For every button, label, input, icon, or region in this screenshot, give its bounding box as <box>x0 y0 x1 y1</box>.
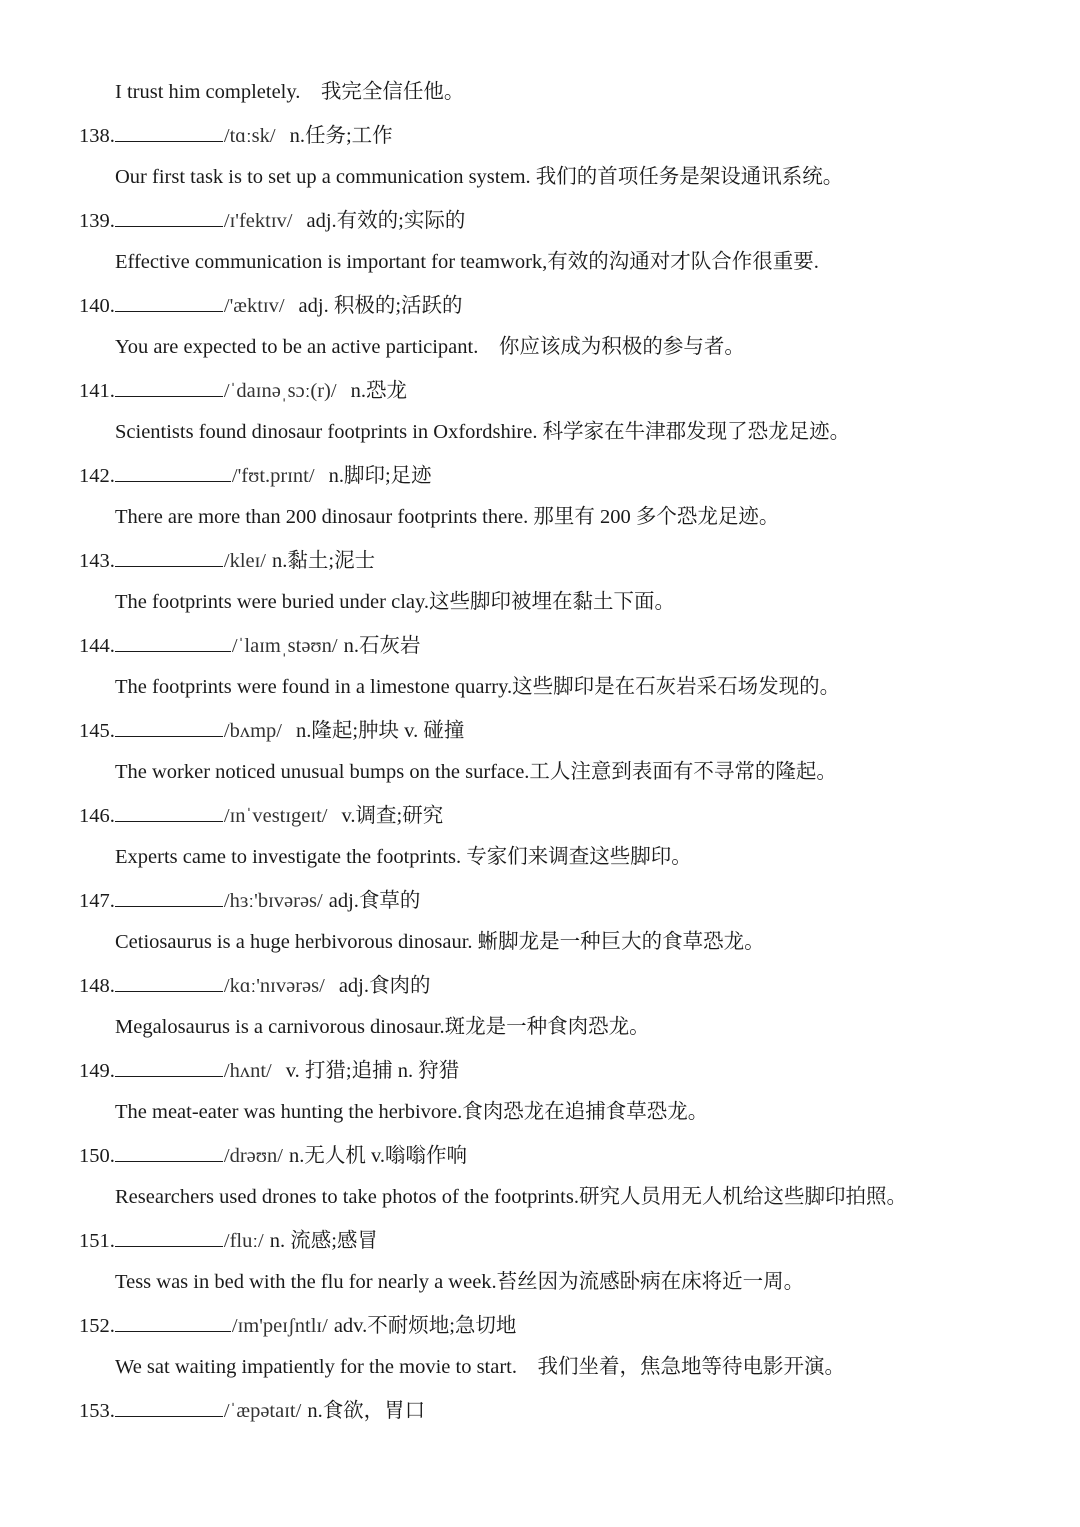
example-sentence: The worker noticed unusual bumps on the surface.工人注意到表面有不寻常的隆起。 <box>115 761 837 783</box>
entry-number: 141. <box>79 380 115 402</box>
example-sentence: There are more than 200 dinosaur footprints there. 那里有 200 多个恐龙足迹。 <box>115 506 780 528</box>
vocab-entry <box>79 970 431 1000</box>
phonetic: /ˈæpətaɪt/ <box>223 1400 302 1422</box>
definition: adj.食草的 <box>328 890 421 912</box>
definition: v.调查;研究 <box>341 805 444 827</box>
entry-number: 152. <box>79 1315 115 1337</box>
vocab-entry <box>79 1055 459 1085</box>
definition: n.食欲，胃口 <box>307 1400 426 1422</box>
definition: adj. 积极的;活跃的 <box>298 295 463 317</box>
phonetic: /'fʊt.prɪnt/ <box>231 465 315 487</box>
example-sentence: Our first task is to set up a communication system. 我们的首项任务是架设通讯系统。 <box>115 166 844 188</box>
vocab-entry <box>79 1140 467 1170</box>
answer-blank[interactable] <box>115 715 223 737</box>
definition: n.隆起;肿块 v. 碰撞 <box>295 720 465 742</box>
example-sentence: Scientists found dinosaur footprints in Oxfordshire. 科学家在牛津郡发现了恐龙足迹。 <box>115 421 851 443</box>
entry-number: 149. <box>79 1060 115 1082</box>
phonetic: /'æktɪv/ <box>223 295 285 317</box>
phonetic: /hɜː'bɪvərəs/ <box>223 890 323 912</box>
vocab-entry <box>79 1225 378 1255</box>
answer-blank[interactable] <box>115 1310 231 1332</box>
definition: n.脚印;足迹 <box>328 465 432 487</box>
answer-blank[interactable] <box>115 885 223 907</box>
entry-number: 144. <box>79 635 115 657</box>
definition: n.无人机 v.嗡嗡作响 <box>288 1145 467 1167</box>
definition: n.任务;工作 <box>289 125 393 147</box>
entry-number: 146. <box>79 805 115 827</box>
definition: n.黏土;泥士 <box>272 550 376 572</box>
example-sentence: Tess was in bed with the flu for nearly a week.苔丝因为流感卧病在床将近一周。 <box>115 1271 805 1293</box>
vocab-entry <box>79 715 464 745</box>
entry-number: 150. <box>79 1145 115 1167</box>
example-sentence: The footprints were found in a limestone quarry.这些脚印是在石灰岩采石场发现的。 <box>115 676 841 698</box>
example-sentence: The meat-eater was hunting the herbivore.食肉恐龙在追捕食草恐龙。 <box>115 1101 709 1123</box>
entry-number: 142. <box>79 465 115 487</box>
phonetic: /kleɪ/ <box>223 550 267 572</box>
answer-blank[interactable] <box>115 800 223 822</box>
vocab-entry <box>79 800 443 830</box>
answer-blank[interactable] <box>115 120 223 142</box>
entry-number: 148. <box>79 975 115 997</box>
phonetic: /drəʊn/ <box>223 1145 283 1167</box>
entry-number: 151. <box>79 1230 115 1252</box>
answer-blank[interactable] <box>115 1055 223 1077</box>
definition: n.恐龙 <box>350 380 407 402</box>
phonetic: /ɪ'fektɪv/ <box>223 210 293 232</box>
vocab-entry <box>79 205 465 235</box>
example-sentence: Effective communication is important for teamwork,有效的沟通对才队合作很重要. <box>115 251 819 273</box>
definition: n. 流感;感冒 <box>269 1230 378 1252</box>
entry-number: 138. <box>79 125 115 147</box>
definition: n.石灰岩 <box>343 635 421 657</box>
vocab-entry <box>79 120 393 150</box>
entry-number: 145. <box>79 720 115 742</box>
vocab-entry <box>79 545 375 575</box>
definition: adj.食肉的 <box>338 975 431 997</box>
answer-blank[interactable] <box>115 1225 223 1247</box>
entry-number: 140. <box>79 295 115 317</box>
entry-number: 143. <box>79 550 115 572</box>
vocab-entry <box>79 1310 516 1340</box>
phonetic: /hʌnt/ <box>223 1060 272 1082</box>
answer-blank[interactable] <box>115 1140 223 1162</box>
vocab-entry <box>79 630 421 660</box>
phonetic: /kɑː'nɪvərəs/ <box>223 975 325 997</box>
example-sentence: Experts came to investigate the footprints. 专家们来调查这些脚印。 <box>115 846 692 868</box>
answer-blank[interactable] <box>115 630 231 652</box>
example-sentence: Cetiosaurus is a huge herbivorous dinosaur. 蜥脚龙是一种巨大的食草恐龙。 <box>115 931 765 953</box>
phonetic: /tɑːsk/ <box>223 125 276 147</box>
example-sentence: You are expected to be an active participant. 你应该成为积极的参与者。 <box>115 336 745 358</box>
definition: adj.有效的;实际的 <box>306 210 466 232</box>
vocab-entry <box>79 885 420 915</box>
phonetic: /ɪm'peɪʃntlɪ/ <box>231 1315 328 1337</box>
entry-number: 139. <box>79 210 115 232</box>
entry-number: 153. <box>79 1400 115 1422</box>
phonetic: /fluː/ <box>223 1230 264 1252</box>
example-sentence: The footprints were buried under clay.这些脚印被埋在黏土下面。 <box>115 591 676 613</box>
answer-blank[interactable] <box>115 375 223 397</box>
vocab-entry <box>79 1395 425 1425</box>
vocab-entry <box>79 460 432 490</box>
phonetic: /ˈlaɪmˌstəʊn/ <box>231 635 338 657</box>
entry-number: 147. <box>79 890 115 912</box>
phonetic: /bʌmp/ <box>223 720 282 742</box>
example-sentence: We sat waiting impatiently for the movie to start. 我们坐着，焦急地等待电影开演。 <box>115 1356 845 1378</box>
vocab-entry <box>79 290 463 320</box>
answer-blank[interactable] <box>115 1395 223 1417</box>
answer-blank[interactable] <box>115 460 231 482</box>
answer-blank[interactable] <box>115 290 223 312</box>
definition: adv.不耐烦地;急切地 <box>333 1315 517 1337</box>
intro-sentence: I trust him completely. 我完全信任他。 <box>115 81 465 103</box>
example-sentence: Researchers used drones to take photos of the footprints.研究人员用无人机给这些脚印拍照。 <box>115 1186 907 1208</box>
answer-blank[interactable] <box>115 970 223 992</box>
phonetic: /ɪnˈvestɪgeɪt/ <box>223 805 328 827</box>
vocab-entry <box>79 375 407 405</box>
example-sentence: Megalosaurus is a carnivorous dinosaur.斑龙是一种食肉恐龙。 <box>115 1016 650 1038</box>
definition: v. 打猎;追捕 n. 狩猎 <box>285 1060 460 1082</box>
answer-blank[interactable] <box>115 205 223 227</box>
phonetic: /ˈdaɪnəˌsɔː(r)/ <box>223 380 337 402</box>
answer-blank[interactable] <box>115 545 223 567</box>
